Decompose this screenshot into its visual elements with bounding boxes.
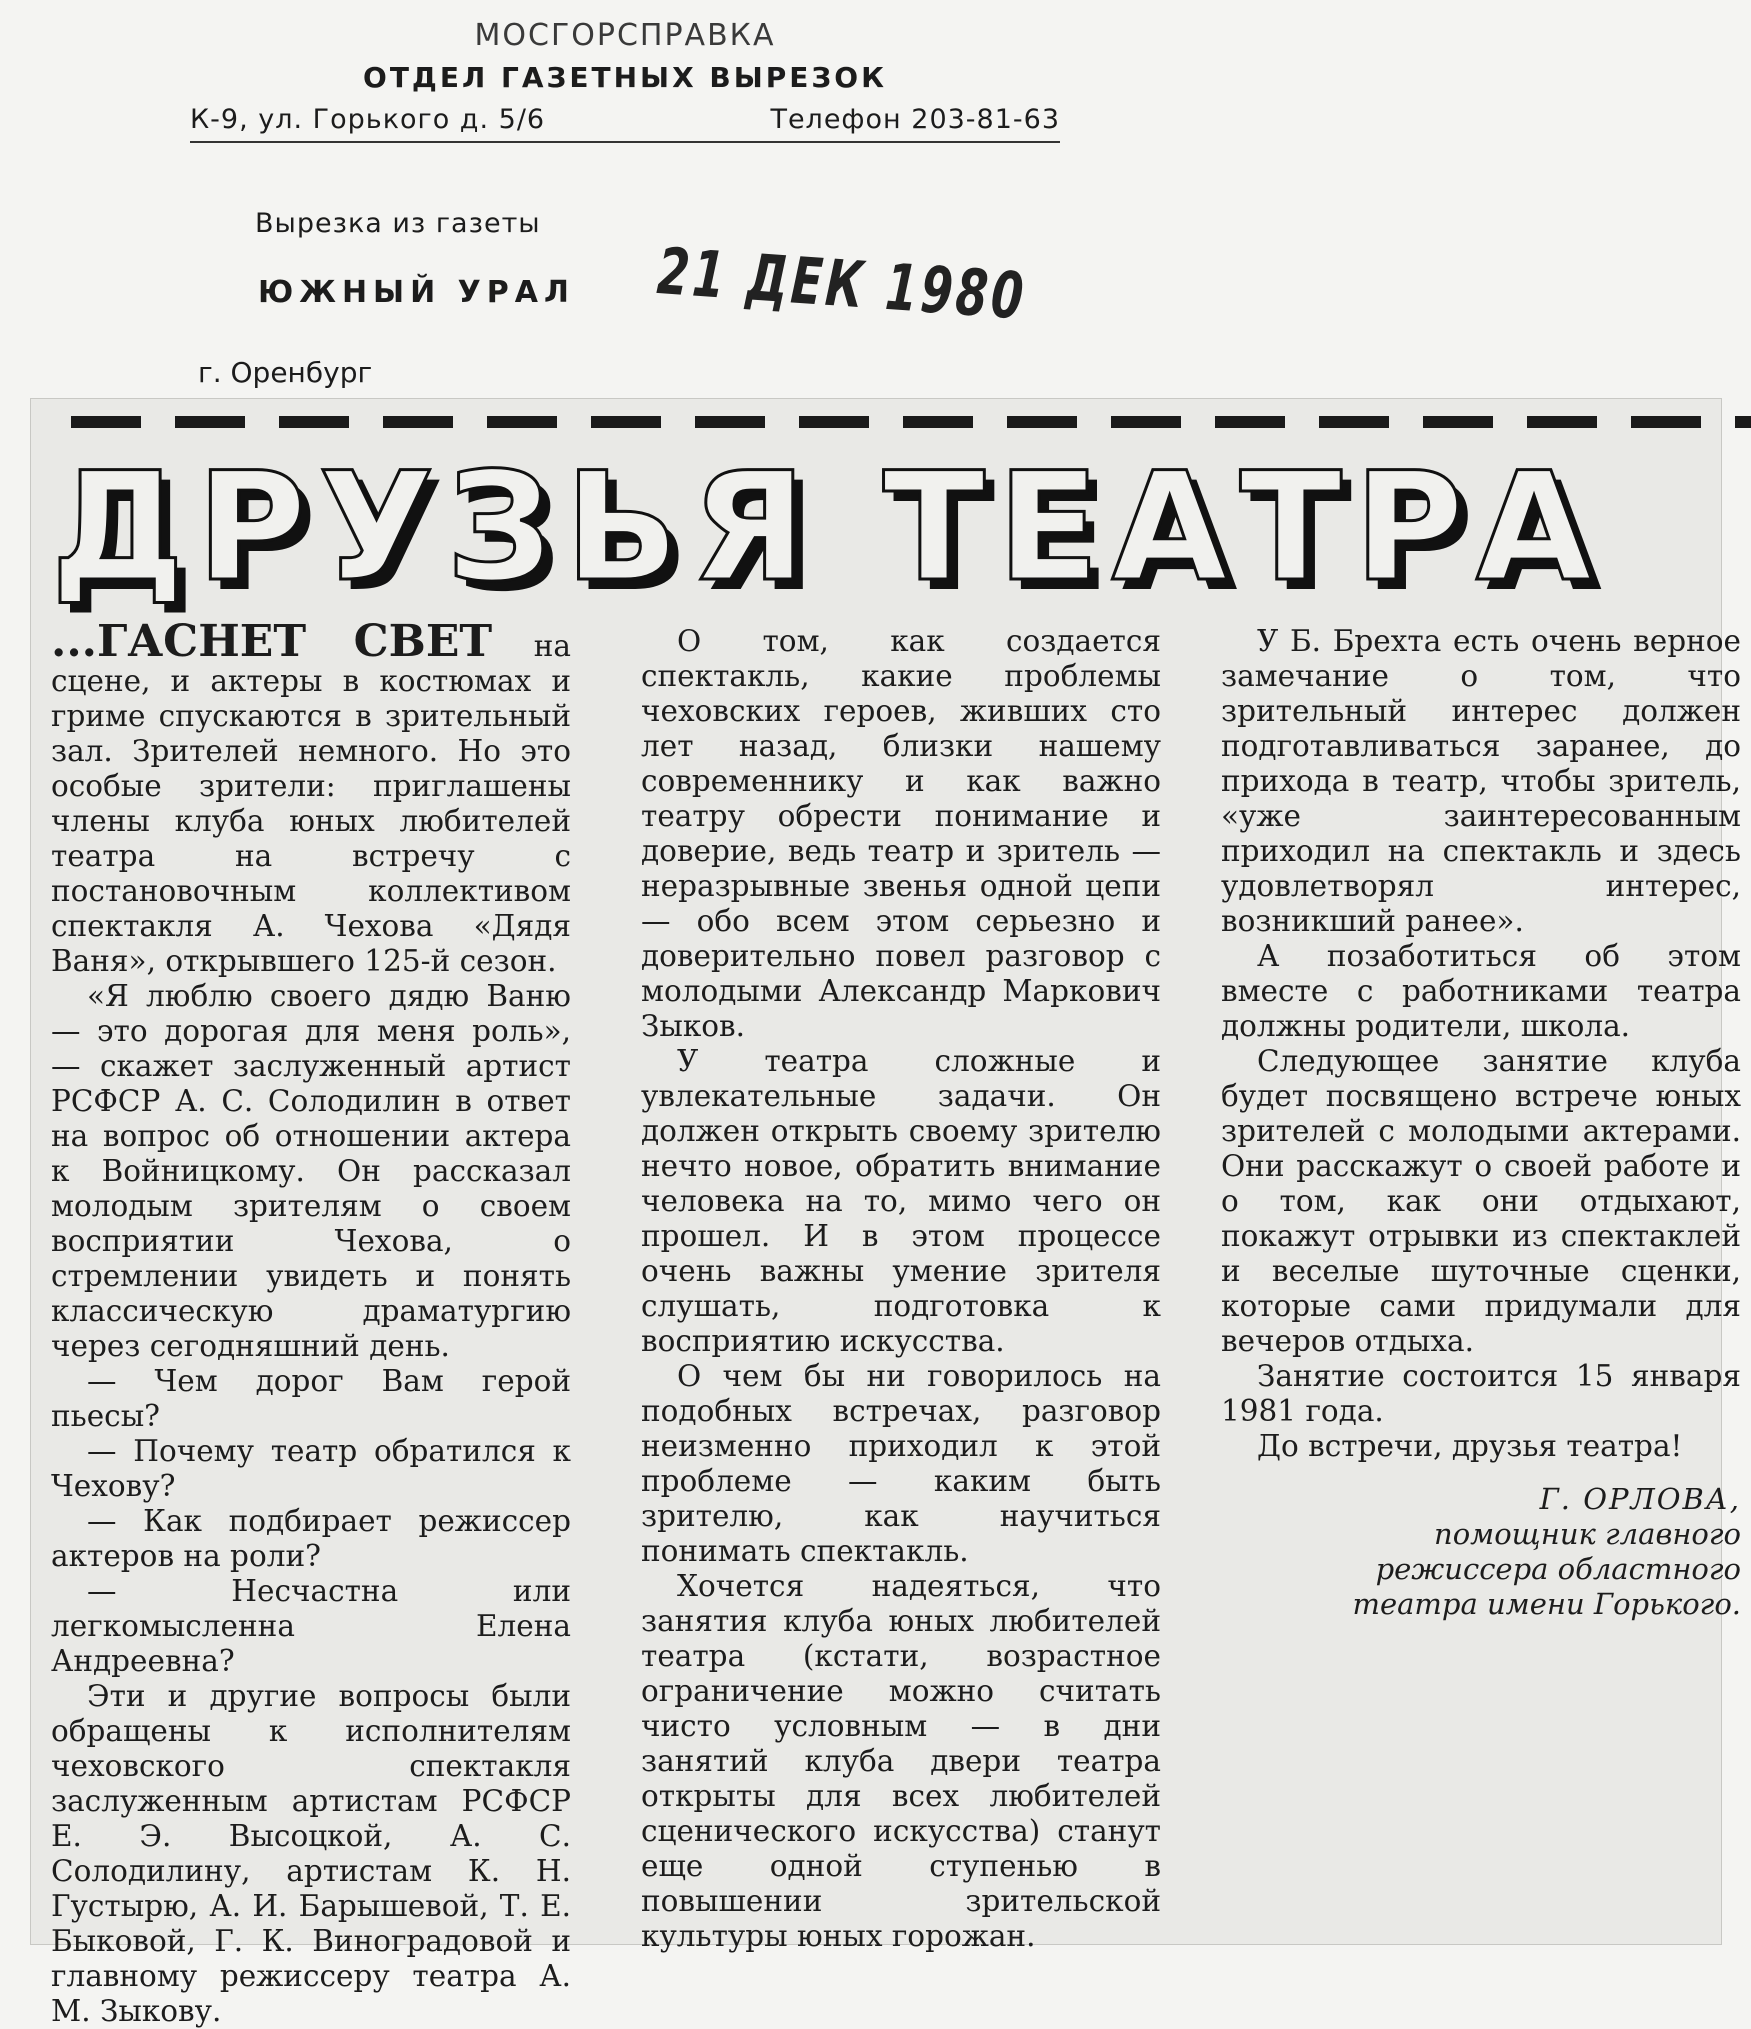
paragraph-lead <box>51 616 571 979</box>
dashed-rule <box>71 416 1751 428</box>
paragraph: О том, как создается спектакль, какие проблемы чеховских героев, живших сто лет назад, близки нашему современнику и как важно театру обрести понимание и доверие, ведь театр и зритель — неразрывные звенья одной цепи — обо всем этом серьезно и доверительно повел разговор с молодыми Александр Маркович Зыков. <box>641 624 1161 1043</box>
stamp-address: К-9, ул. Горького д. 5/6 <box>190 104 546 135</box>
question: — Почему театр обратился к Чехову? <box>51 1434 571 1503</box>
article-column-2 <box>641 624 1161 1954</box>
paragraph: Эти и другие вопросы были обращены к исполнителям чеховского спектакля заслуженным артистам РСФСР Е. Э. Высоцкой, А. С. Солодилину, артистам К. Н. Густырю, А. И. Барышевой, Т. Е. Быковой, Г. К. Виноградовой и главному режиссеру театра А. М. Зыкову. <box>51 1679 571 2028</box>
paragraph: «Я люблю своего дядю Ваню — это дорогая для меня роль», — скажет заслуженный артист РСФСР А. С. Солодилин в ответ на вопрос об отношении актера к Войницкому. Он рассказал молодым зрителям о своем восприятии Чехова, о стремлении увидеть и понять классическую драматургию через сегодняшний день. <box>51 979 571 1363</box>
paragraph: У Б. Брехта есть очень верное замечание о том, что зрительный интерес должен подготавливаться заранее, до прихода в театр, чтобы зритель, «уже заинтересованным приходил на спектакль и здесь удовлетворял интерес, возникший ранее». <box>1221 624 1741 938</box>
author-name: Г. ОРЛОВА, <box>1539 1482 1741 1516</box>
paragraph: Хочется надеяться, что занятия клуба юных любителей театра (кстати, возрастное ограничение можно считать чисто условным — в дни занятий клуба двери театра открыты для всех любителей сценического искусства) станут еще одной ступенью в повышении зрительской культуры юных горожан. <box>641 1569 1161 1953</box>
lead-dots: ... <box>51 616 97 667</box>
paragraph: Занятие состоится 15 января 1981 года. <box>1221 1359 1741 1428</box>
author-signature <box>1221 1482 1741 1622</box>
stamp-phone: Телефон 203-81-63 <box>770 104 1060 135</box>
stamp-organization: МОСГОРСПРАВКА <box>474 18 776 53</box>
newspaper-name: ЮЖНЫЙ УРАЛ <box>258 275 575 310</box>
question: — Несчастна или легкомысленна Елена Андреевна? <box>51 1574 571 1678</box>
paragraph: О чем бы ни говорилось на подобных встречах, разговор неизменно приходил к этой проблеме — каким быть зрителю, как научиться понимать спектакль. <box>641 1359 1161 1568</box>
archive-stamp <box>190 18 1060 143</box>
newspaper-city: г. Оренбург <box>198 356 373 389</box>
paragraph: А позаботиться об этом вместе с работниками театра должны родители, школа. <box>1221 939 1741 1043</box>
author-title: помощник главного режиссера областного театра имени Горького. <box>1352 1517 1741 1621</box>
article-column-1 <box>51 616 571 2029</box>
lead-caps: ГАСНЕТ СВЕТ <box>96 616 493 667</box>
stamp-department: ОТДЕЛ ГАЗЕТНЫХ ВЫРЕЗОК <box>363 61 887 94</box>
paragraph: Следующее занятие клуба будет посвящено встрече юных зрителей с молодыми актерами. Они расскажут о своей работе и о том, как они отдыхают, покажут отрывки из спектаклей и веселые шуточные сценки, которые сами придумали для вечеров отдыха. <box>1221 1044 1741 1358</box>
paragraph: У театра сложные и увлекательные задачи. Он должен открыть своему зрителю нечто новое, обратить внимание человека на то, мимо чего он прошел. И в этом процессе очень важны умение зрителя слушать, подготовка к восприятию искусства. <box>641 1044 1161 1358</box>
date-stamp: 21 ДЕК 1980 <box>654 235 1029 335</box>
newspaper-clipping <box>30 398 1741 2028</box>
article-headline: ДРУЗЬЯ ТЕАТРА <box>51 441 1605 615</box>
question: — Как подбирает режиссер актеров на роли? <box>51 1504 571 1573</box>
paragraph: До встречи, друзья театра! <box>1257 1429 1683 1463</box>
article-column-3 <box>1221 624 1741 1622</box>
clipping-label: Вырезка из газеты <box>255 208 541 239</box>
stamp-contact-line <box>190 104 1060 143</box>
paragraph-text: на сцене, и актеры в костюмах и гриме спускаются в зрительный зал. Зрителей немного. Но это особые зрители: приглашены члены клуба юных любителей театра на встречу с постановочным коллективом спектакля А. Чехова «Дядя Ваня», открывшего 125-й сезон. <box>51 629 571 978</box>
article-body <box>51 616 1751 2028</box>
question: — Чем дорог Вам герой пьесы? <box>51 1364 571 1433</box>
